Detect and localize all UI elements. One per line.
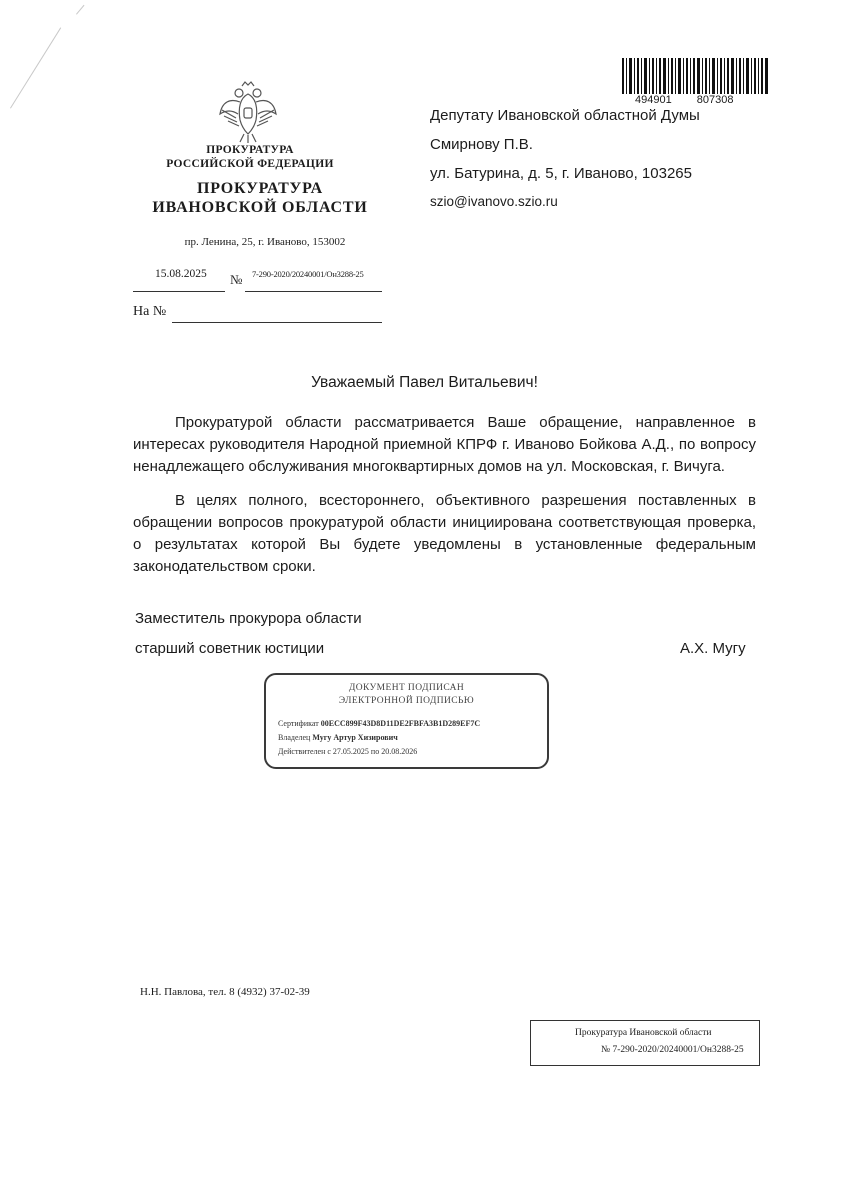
stamp-title-line1: ДОКУМЕНТ ПОДПИСАН: [348, 683, 465, 693]
stamp-validity: Действителен с 27.05.2025 по 20.08.2026: [278, 747, 418, 756]
registration-box: [530, 1020, 760, 1066]
paragraph-1: Прокуратурой области рассматривается Ваше обращение, направленное в интересах руководителя Народной приемной КПРФ г. Иваново Бойкова А.Д., по вопросу ненадлежащего обслуживания многоквартирных домов на ул. Московская, г. Вичуга.: [133, 414, 756, 475]
signer-name: А.Х. Мугу: [680, 640, 746, 657]
date-underline: [133, 291, 225, 292]
stamp-certificate: Сертификат 00ECC899F43D8D11DE2FBFA3B1D289EF7C: [278, 719, 481, 728]
org-address: пр. Ленина, 25, г. Иваново, 153002: [184, 236, 346, 248]
recipient-address: ул. Батурина, д. 5, г. Иваново, 103265: [430, 165, 692, 182]
scan-mark: [76, 5, 84, 15]
org-line1: ПРОКУРАТУРА: [206, 144, 294, 156]
paragraph-2: В целях полного, всестороннего, объективного разрешения поставленных в обращении вопросов прокуратурой области инициирована соответствующая проверка, о результатах которой Вы будете уведомлены в установленные федеральным законодательством сроки.: [133, 492, 756, 575]
reference-label: На №: [133, 304, 167, 319]
barcode-number: 494901 807308: [635, 94, 734, 106]
number-sign: №: [230, 272, 243, 287]
scan-mark: [10, 27, 61, 108]
signer-position: Заместитель прокурора области: [135, 610, 362, 627]
recipient-email: szio@ivanovo.szio.ru: [430, 194, 558, 209]
registration-number: 7-290-2020/20240001/Он3288-25: [252, 269, 364, 279]
stamp-title-line2: ЭЛЕКТРОННОЙ ПОДПИСЬЮ: [338, 696, 475, 706]
recipient-title: Депутату Ивановской областной Думы: [430, 107, 700, 124]
coat-of-arms-emblem: [218, 80, 278, 144]
registration-number-footer: № 7-290-2020/20240001/Он3288-25: [601, 1045, 744, 1055]
e-signature-stamp: [264, 673, 549, 769]
salutation: Уважаемый Павел Витальевич!: [311, 374, 538, 391]
number-underline: [245, 291, 382, 292]
stamp-owner: Владелец Мугу Артур Хизирович: [278, 733, 398, 742]
registration-org: Прокуратура Ивановской области: [575, 1028, 712, 1038]
executor-contact: Н.Н. Павлова, тел. 8 (4932) 37-02-39: [140, 986, 310, 998]
reference-underline: [172, 322, 382, 323]
barcode: [622, 58, 768, 94]
org-line2: РОССИЙСКОЙ ФЕДЕРАЦИИ: [166, 158, 334, 170]
registration-date: 15.08.2025: [155, 268, 207, 280]
signer-rank: старший советник юстиции: [135, 640, 325, 657]
recipient-name: Смирнову П.В.: [430, 136, 533, 153]
org-name2: ИВАНОВСКОЙ ОБЛАСТИ: [152, 199, 368, 216]
org-name1: ПРОКУРАТУРА: [197, 180, 323, 197]
